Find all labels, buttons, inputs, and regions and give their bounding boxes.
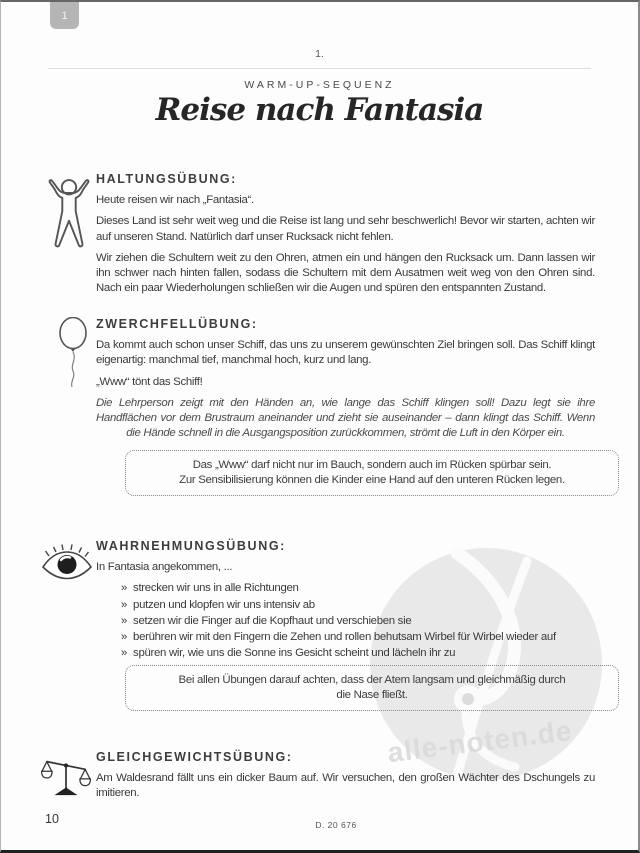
bullet-marker: » <box>121 582 128 595</box>
tip-box <box>125 665 619 711</box>
tip-line: Bei allen Übungen darauf achten, dass der Atem langsam und gleichmäßig durch <box>178 674 566 686</box>
bullet-marker: » <box>121 647 128 660</box>
paragraph: Dieses Land ist sehr weit weg und die Reise ist lang und sehr beschwerlich! Bevor wir starten, achten wir auf unseren Stand. Natürlich darf unser Rucksack nicht fehlen. <box>96 215 595 243</box>
scales-icon <box>41 753 91 799</box>
list-item <box>121 614 595 629</box>
section-kicker: WARM-UP-SEQUENZ <box>244 79 395 91</box>
chapter-number: 1. <box>315 48 324 60</box>
section-haltungsuebung <box>41 172 595 302</box>
section-icon-box <box>41 539 96 581</box>
section-heading: HALTUNGSÜBUNG: <box>96 172 237 186</box>
tip-line: Zur Sensibilisierung können die Kinder eine Hand auf den unteren Rücken legen. <box>179 474 565 487</box>
bullet-marker: » <box>121 598 128 611</box>
balloon-icon <box>58 317 88 389</box>
list-item-text: strecken wir uns in alle Richtungen <box>133 582 299 595</box>
list-item <box>121 598 595 613</box>
list-item-text: putzen und klopfen wir uns intensiv ab <box>133 598 315 611</box>
list-item-text: berühren wir mit den Fingern die Zehen und rollen behutsam Wirbel für Wirbel wieder auf <box>133 631 556 644</box>
tip-box <box>125 450 619 496</box>
list-item <box>121 630 595 645</box>
list-item-text: spüren wir, wie uns die Sonne ins Gesicht scheint und lächeln ihr zu <box>133 647 456 660</box>
section-gleichgewichtsuebung <box>41 750 595 808</box>
bullet-marker: » <box>121 614 128 627</box>
tip-line: Das „Www“ darf nicht nur im Bauch, sondern auch im Rücken spürbar sein. <box>192 459 552 471</box>
plate-number: D. 20 676 <box>315 820 357 830</box>
teacher-note: Die Lehrperson zeigt mit den Händen an, wie lange das Schiff klingen soll! Dazu legt sie ihre Handflächen vor dem Brustraum aneinander und zieht sie auseinander – dann klingt das Schiff. Wenn die Hände schnell in die Ausgangsposition zurückkommen, strömt die Luft in den Körper ein. <box>96 396 595 440</box>
paragraph: „Www“ tönt das Schiff! <box>96 375 203 388</box>
section-icon-box <box>41 750 96 799</box>
paragraph: Da kommt auch schon unser Schiff, das uns zu unserem gewünschten Ziel bringen soll. Das Schiff klingt eigenartig: manchmal tief, manchmal hoch, kurz und lang. <box>96 339 595 367</box>
page-title: Reise nach Fantasia <box>155 92 484 128</box>
section-heading: GLEICHGEWICHTSÜBUNG: <box>96 750 293 764</box>
section-heading: WAHRNEHMUNGSÜBUNG: <box>96 539 286 553</box>
section-wahrnehmungsuebung <box>41 539 595 662</box>
exercise-list <box>96 581 595 661</box>
list-item <box>121 581 595 596</box>
tip-line: die Nase fließt. <box>336 689 408 702</box>
section-icon-box <box>41 317 96 389</box>
chapter-tab <box>50 2 79 29</box>
list-item <box>121 646 595 661</box>
section-heading: ZWERCHFELLÜBUNG: <box>96 317 258 331</box>
header-rule <box>48 68 591 69</box>
section-icon-box <box>41 172 96 254</box>
section-zwerchfelluebung <box>41 317 595 447</box>
chapter-tab-number: 1 <box>61 9 68 22</box>
section-intro: In Fantasia angekommen, ... <box>96 561 233 574</box>
person-arms-up-icon <box>47 176 91 254</box>
page-number: 10 <box>45 812 59 826</box>
watermark-text: alle-noten.de <box>385 714 574 769</box>
bullet-marker: » <box>121 631 128 644</box>
paragraph: Heute reisen wir nach „Fantasia“. <box>96 194 254 207</box>
paragraph: Am Waldesrand fällt uns ein dicker Baum auf. Wir versuchen, den großen Wächter des Dschungels zu imitieren. <box>96 772 595 800</box>
paragraph: Wir ziehen die Schultern weit zu den Ohren, atmen ein und hängen den Rucksack um. Dann lassen wir ihn schwer nach hinten fallen, sodass die Schultern mit dem Ausatmen weit weg von den Ohren sind. Nach ein paar Wiederholungen schließen wir die Augen und spüren den entspannten Zustand. <box>96 251 595 295</box>
eye-icon <box>41 543 93 581</box>
list-item-text: setzen wir die Finger auf die Kopfhaut und verschieben sie <box>133 614 412 627</box>
